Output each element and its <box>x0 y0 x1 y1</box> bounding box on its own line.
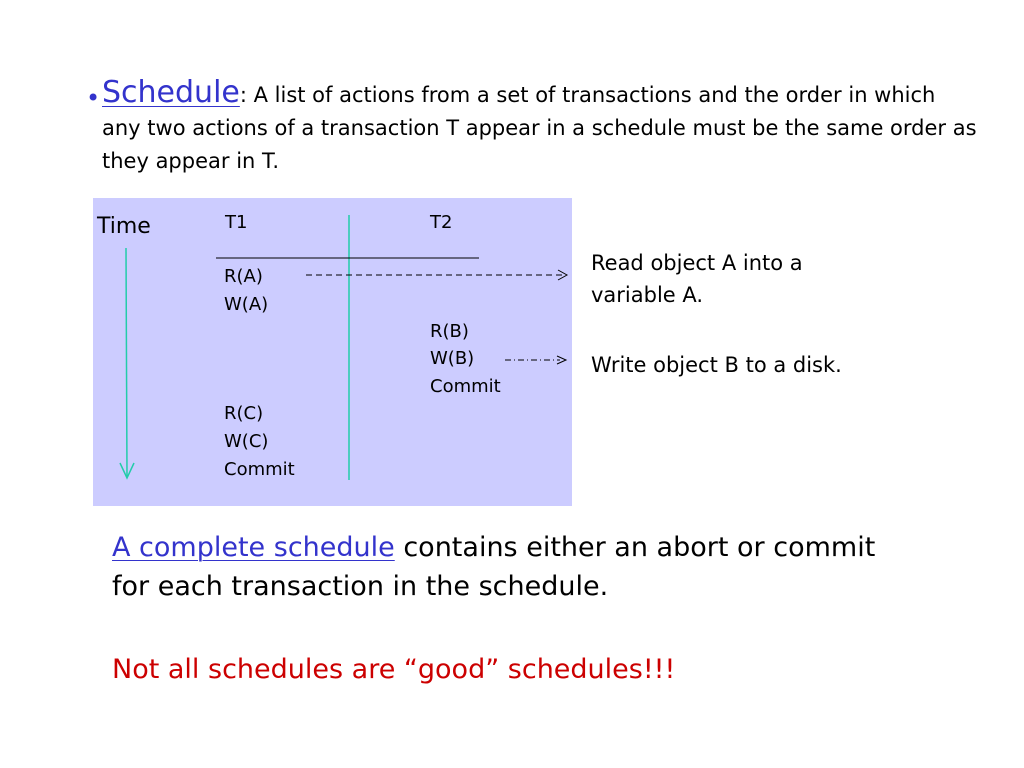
schedule-warning: Not all schedules are “good” schedules!!! <box>112 654 676 685</box>
t2-header: T2 <box>430 212 453 233</box>
read-object-note: Read object A into a variable A. <box>591 251 803 307</box>
t2-action-read-b: R(B) <box>430 321 469 342</box>
time-axis-label: Time <box>97 214 151 239</box>
write-object-note: Write object B to a disk. <box>591 353 842 377</box>
bullet-point-icon: • <box>86 84 101 112</box>
t2-action-commit: Commit <box>430 376 501 397</box>
t1-action-commit: Commit <box>224 459 295 480</box>
complete-schedule-definition: contains either an abort or commit for each transaction in the schedule. <box>112 532 876 602</box>
time-arrow-line <box>126 248 127 476</box>
complete-schedule-paragraph <box>112 528 912 606</box>
t1-action-write-c: W(C) <box>224 431 269 452</box>
t1-action-read-a: R(A) <box>224 266 263 287</box>
t1-action-read-c: R(C) <box>224 403 264 424</box>
complete-schedule-term: A complete schedule <box>112 532 395 563</box>
t2-action-write-b: W(B) <box>430 348 475 369</box>
schedule-term: Schedule <box>102 75 240 110</box>
schedule-definition: : A list of actions from a set of transactions and the order in which any two actions of a transaction T appear in a schedule must be the same order as they appear in T. <box>102 83 977 173</box>
t1-action-write-a: W(A) <box>224 294 269 315</box>
t1-header: T1 <box>225 212 248 233</box>
